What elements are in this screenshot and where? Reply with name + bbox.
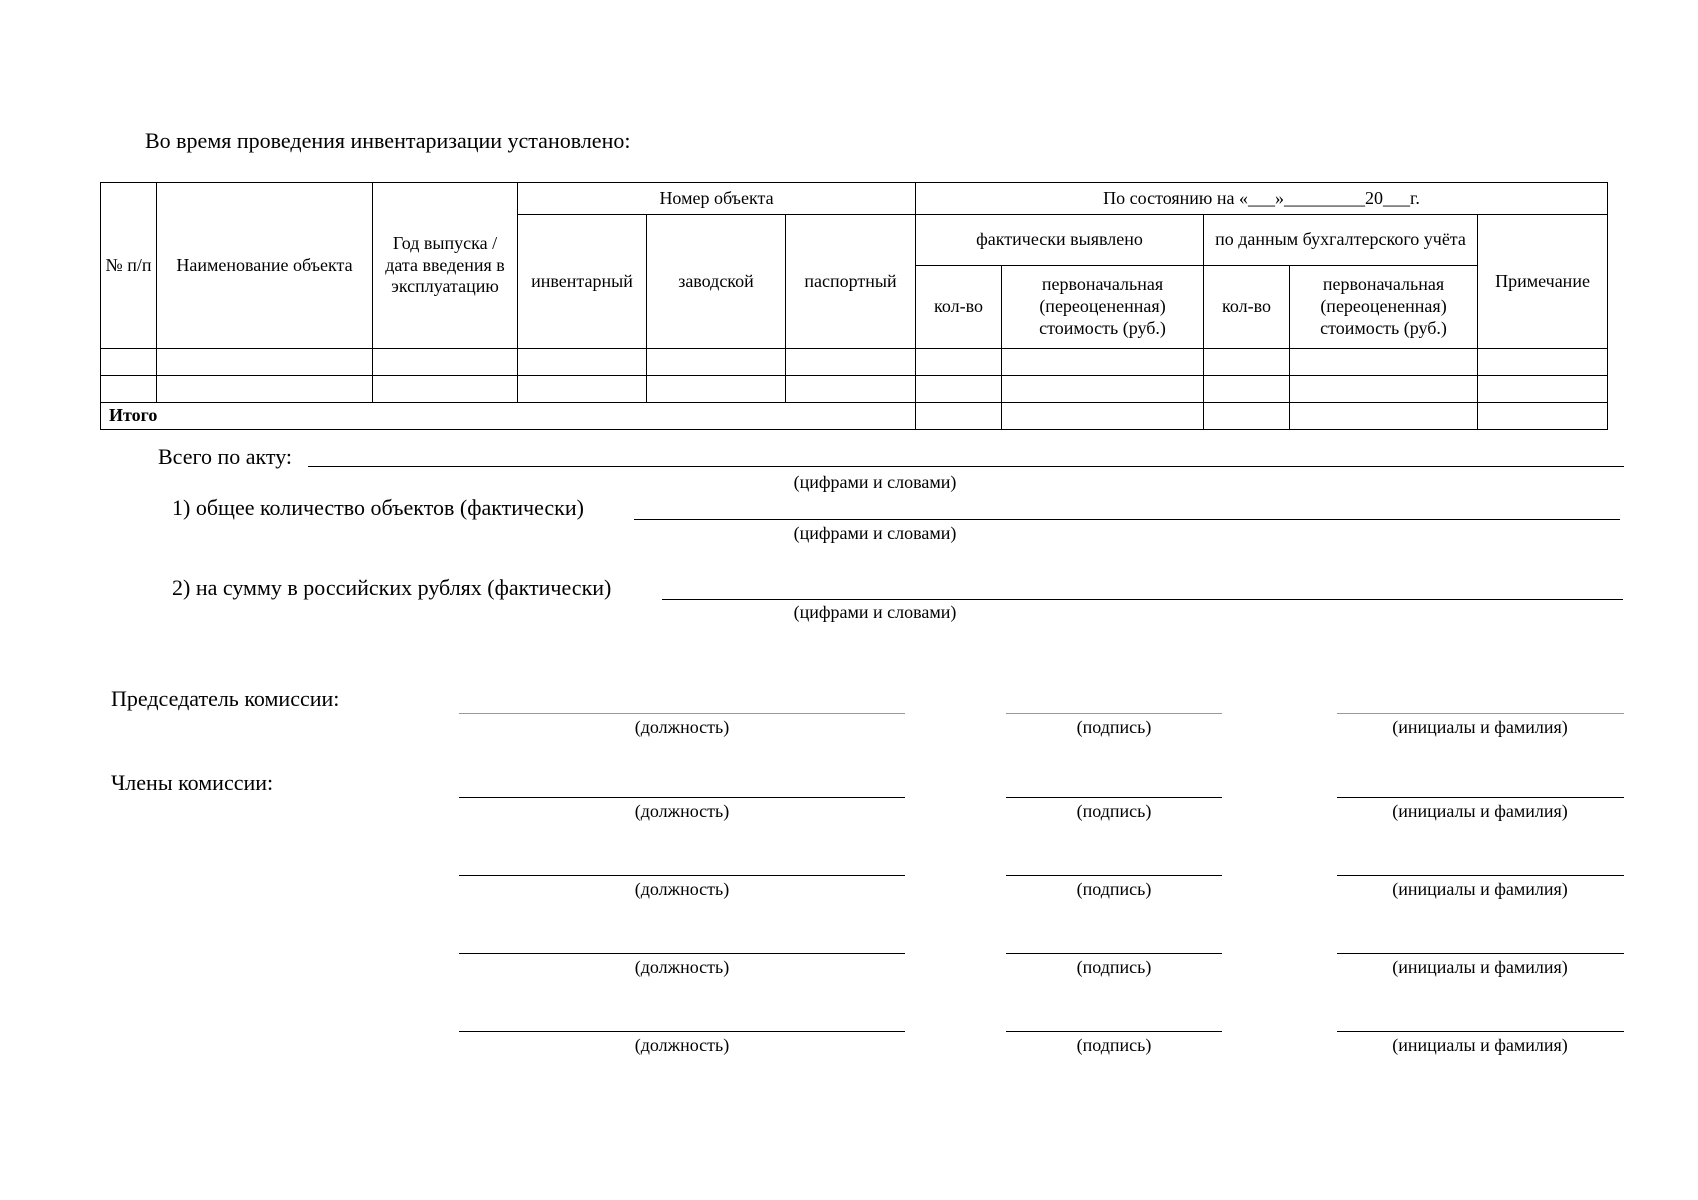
- member-signature-line[interactable]: [1006, 797, 1222, 798]
- position-hint: (должность): [634, 879, 730, 899]
- total-by-act-label: Всего по акту:: [158, 444, 293, 469]
- count-hint: (цифрами и словами): [793, 523, 957, 543]
- chairman-name-line[interactable]: [1337, 713, 1624, 714]
- header-num: № п/п: [101, 183, 157, 349]
- sum-line[interactable]: [662, 599, 1623, 600]
- header-accounting-qty: кол-во: [1204, 266, 1290, 349]
- name-hint: (инициалы и фамилия): [1392, 957, 1568, 977]
- member-signature-line[interactable]: [1006, 953, 1222, 954]
- member-signature-line[interactable]: [1006, 1031, 1222, 1032]
- name-hint: (инициалы и фамилия): [1392, 879, 1568, 899]
- member-position-line[interactable]: [459, 797, 905, 798]
- header-year: Год выпуска / дата введения в эксплуатацию: [373, 183, 518, 349]
- sum-label: 2) на сумму в российских рублях (фактически): [172, 575, 612, 600]
- member-position-line[interactable]: [459, 1031, 905, 1032]
- member-name-line[interactable]: [1337, 1031, 1624, 1032]
- total-by-act-hint: (цифрами и словами): [793, 472, 957, 492]
- header-group-state: По состоянию на «___»_________20___г.: [916, 183, 1608, 215]
- position-hint: (должность): [634, 1035, 730, 1055]
- signature-hint: (подпись): [1076, 1035, 1152, 1055]
- member-name-line[interactable]: [1337, 875, 1624, 876]
- header-group-actual: фактически выявлено: [916, 215, 1204, 266]
- header-group-number: Номер объекта: [518, 183, 916, 215]
- count-line[interactable]: [634, 519, 1620, 520]
- member-position-line[interactable]: [459, 875, 905, 876]
- header-note: Примечание: [1478, 215, 1608, 349]
- header-factory: заводской: [647, 215, 786, 349]
- header-group-accounting: по данным бухгалтерского учёта: [1204, 215, 1478, 266]
- count-label: 1) общее количество объектов (фактически): [172, 495, 584, 520]
- header-passport: паспортный: [786, 215, 916, 349]
- position-hint: (должность): [634, 801, 730, 821]
- total-by-act-line[interactable]: [308, 466, 1624, 467]
- total-label: Итого: [101, 403, 916, 430]
- signature-hint: (подпись): [1076, 879, 1152, 899]
- header-accounting-cost: первоначальная (переоцененная) стоимость (руб.): [1290, 266, 1478, 349]
- intro-text: Во время проведения инвентаризации установлено:: [145, 128, 631, 153]
- signature-hint: (подпись): [1076, 717, 1152, 737]
- member-name-line[interactable]: [1337, 953, 1624, 954]
- header-name: Наименование объекта: [157, 183, 373, 349]
- member-name-line[interactable]: [1337, 797, 1624, 798]
- signature-hint: (подпись): [1076, 801, 1152, 821]
- inventory-table: [100, 182, 1608, 430]
- members-label: Члены комиссии:: [111, 770, 274, 795]
- chairman-position-line[interactable]: [459, 713, 905, 714]
- signature-hint: (подпись): [1076, 957, 1152, 977]
- sum-hint: (цифрами и словами): [793, 602, 957, 622]
- table-row: [101, 376, 1608, 403]
- table-row: [101, 349, 1608, 376]
- total-row: [101, 403, 1608, 430]
- header-inventory: инвентарный: [518, 215, 647, 349]
- header-actual-qty: кол-во: [916, 266, 1002, 349]
- name-hint: (инициалы и фамилия): [1392, 801, 1568, 821]
- chairman-signature-line[interactable]: [1006, 713, 1222, 714]
- name-hint: (инициалы и фамилия): [1392, 717, 1568, 737]
- position-hint: (должность): [634, 717, 730, 737]
- chairman-label: Председатель комиссии:: [111, 686, 340, 711]
- name-hint: (инициалы и фамилия): [1392, 1035, 1568, 1055]
- header-actual-cost: первоначальная (переоцененная) стоимость (руб.): [1002, 266, 1204, 349]
- member-signature-line[interactable]: [1006, 875, 1222, 876]
- member-position-line[interactable]: [459, 953, 905, 954]
- position-hint: (должность): [634, 957, 730, 977]
